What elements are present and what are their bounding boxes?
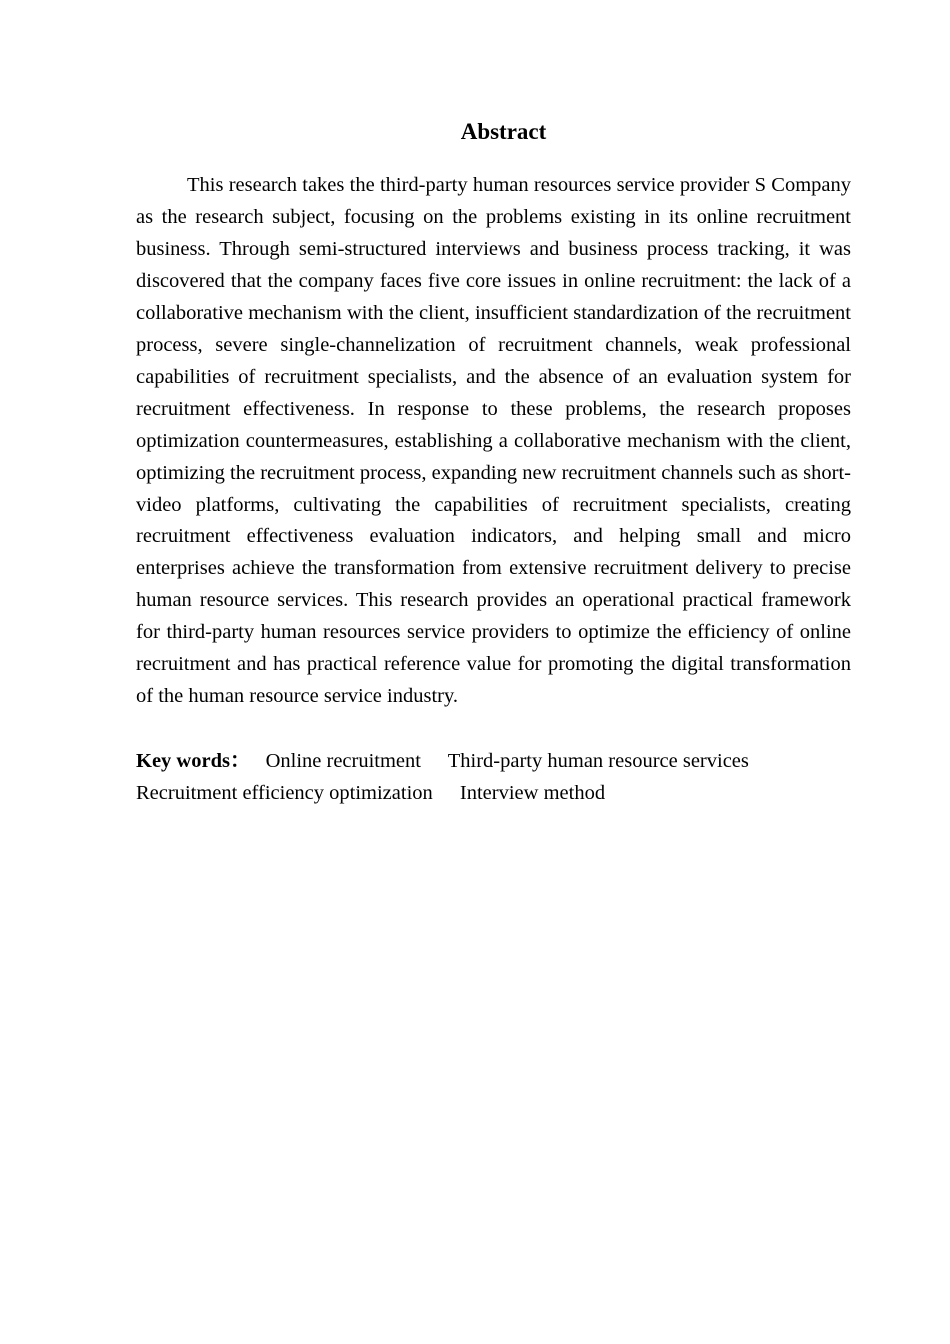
keywords-label: Key words： — [136, 750, 251, 773]
keywords-section — [136, 745, 851, 809]
keyword-item: Recruitment efficiency optimization — [136, 782, 433, 805]
document-page — [136, 112, 851, 809]
keyword-item: Third-party human resource services — [447, 750, 749, 773]
keyword-item: Interview method — [459, 782, 606, 805]
keyword-item: Online recruitment — [265, 750, 421, 773]
abstract-body: This research takes the third-party human resources service provider S Company as the research subject, focusing on the problems existing in its online recruitment business. Through semi-structured interviews and business process tracking, it was discovered that the company faces five core issues in online recruitment: the lack of a collaborative mechanism with the client, insufficient standardization of the recruitment process, severe single-channelization of recruitment channels, weak professional capabilities of recruitment specialists, and the absence of an evaluation system for recruitment effectiveness. In response to these problems, the research proposes optimization countermeasures, establishing a collaborative mechanism with the client, optimizing the recruitment process, expanding new recruitment channels such as short-video platforms, cultivating the capabilities of recruitment specialists, creating recruitment effectiveness evaluation indicators, and helping small and micro enterprises achieve the transformation from extensive recruitment delivery to precise human resource services. This research provides an operational practical framework for third-party human resources service providers to optimize the efficiency of online recruitment and has practical reference value for promoting the digital transformation of the human resource service industry. — [136, 174, 851, 708]
abstract-title: Abstract — [460, 119, 547, 144]
